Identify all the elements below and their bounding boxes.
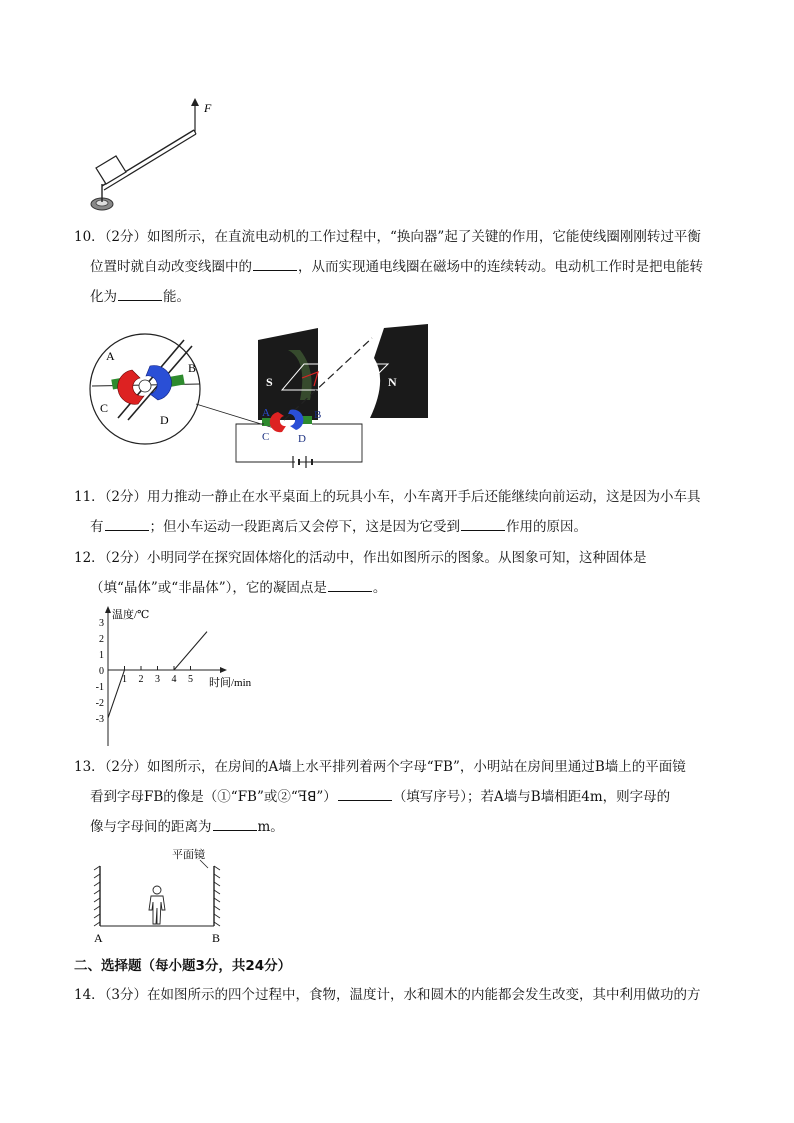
answer-blank[interactable] <box>253 256 297 271</box>
question-text: ；但小车运动一段距离后又会停下，这是因为它受到 <box>149 519 460 535</box>
question-text: 能。 <box>163 289 190 305</box>
melting-chart <box>86 606 286 752</box>
y-axis-label: 温度/℃ <box>112 609 150 621</box>
question-score: （3分） <box>104 987 148 1003</box>
y-tick-label: -3 <box>95 714 104 725</box>
y-tick-label: 0 <box>99 666 104 677</box>
person-icon <box>149 886 165 924</box>
magnet-north-label: N <box>388 375 397 389</box>
question-13 <box>74 752 734 842</box>
answer-blank[interactable] <box>105 516 149 531</box>
mirror-label: 平面镜 <box>172 849 205 861</box>
inset-label-c: C <box>100 401 109 415</box>
answer-blank[interactable] <box>338 786 392 801</box>
question-number: 12． <box>74 550 105 566</box>
inset-label-b: B <box>188 361 197 375</box>
question-text: 在如图所示的四个过程中，食物，温度计，水和圆木的内能都会发生改变，其中利用做功的方 <box>147 987 701 1003</box>
question-number: 10． <box>74 229 105 245</box>
question-text: 像与字母间的距离为 <box>90 819 212 835</box>
x-tick-label: 1 <box>122 674 127 685</box>
answer-blank[interactable] <box>461 516 505 531</box>
x-axis-label: 时间/min <box>209 677 252 689</box>
motor-label-c: C <box>262 431 270 443</box>
x-tick-label: 4 <box>171 674 177 685</box>
wall-a-label: A <box>94 931 103 945</box>
question-12 <box>74 543 734 603</box>
inset-label-a: A <box>106 349 115 363</box>
y-axis-arrow <box>105 606 111 613</box>
question-text: （填写序号）；若A墙与B墙相距4m，则字母的 <box>392 789 671 805</box>
question-14 <box>74 980 734 1010</box>
question-text: 有 <box>90 519 104 535</box>
answer-blank[interactable] <box>328 577 372 592</box>
section-heading: 二、选择题（每小题3分，共24分） <box>74 958 292 974</box>
question-text: 用力推动一静止在水平桌面上的玩具小车，小车离开手后还能继续向前运动，这是因为小车具 <box>147 489 701 505</box>
question-text: 。 <box>372 580 387 596</box>
question-score: （2分） <box>104 759 148 775</box>
x-axis-arrow <box>220 667 227 673</box>
x-tick-label: 2 <box>138 674 144 685</box>
magnet-south-label: S <box>266 375 273 389</box>
inset-label-d: D <box>160 413 169 427</box>
question-score: （2分） <box>104 550 148 566</box>
wall-b-label: B <box>212 931 221 945</box>
question-score: （2分） <box>104 229 148 245</box>
question-text: 如图所示，在直流电动机的工作过程中，“换向器”起了关键的作用，它能使线圈刚刚转过平衡 <box>147 229 701 245</box>
question-text: m。 <box>257 819 284 835</box>
question-number: 11． <box>74 489 105 505</box>
magnet-north <box>370 324 428 418</box>
y-tick-label: -2 <box>95 698 104 709</box>
y-tick-label: 2 <box>99 634 104 645</box>
question-text: 位置时就自动改变线圈中的 <box>90 259 252 275</box>
force-label: F <box>204 101 212 115</box>
room-figure <box>86 846 236 946</box>
lever-figure <box>86 96 226 216</box>
question-number: 14． <box>74 987 105 1003</box>
x-tick-label: 5 <box>188 674 193 685</box>
motor-label-b: B <box>314 409 322 421</box>
question-text: 化为 <box>90 289 117 305</box>
y-tick-label: -1 <box>95 682 104 693</box>
question-10 <box>74 222 734 312</box>
y-tick-label: 3 <box>99 618 104 629</box>
question-text: （填“晶体”或“非晶体”），它的凝固点是 <box>90 580 327 596</box>
question-text: 小明同学在探究固体熔化的活动中，作出如图所示的图象。从图象可知，这种固体是 <box>147 550 647 566</box>
question-number: 13． <box>74 759 105 775</box>
question-score: （2分） <box>104 489 148 505</box>
x-tick-label: 3 <box>155 674 160 685</box>
question-text: 作用的原因。 <box>506 519 587 535</box>
question-11 <box>74 482 734 542</box>
motor-label-a: A <box>262 407 270 419</box>
question-text: ，从而实现通电线圈在磁场中的连续转动。电动机工作时是把电能转 <box>298 259 703 275</box>
y-tick-label: 1 <box>99 650 104 661</box>
answer-blank[interactable] <box>213 816 257 831</box>
motor-figure <box>88 320 438 472</box>
question-text: 看到字母FB的像是（①“FB”或②“ꟻꓭ”） <box>90 789 337 805</box>
question-text: 如图所示，在房间的A墙上水平排列着两个字母“FB”，小明站在房间里通过B墙上的平面镜 <box>147 759 686 775</box>
answer-blank[interactable] <box>118 286 162 301</box>
motor-label-d: D <box>298 433 306 445</box>
